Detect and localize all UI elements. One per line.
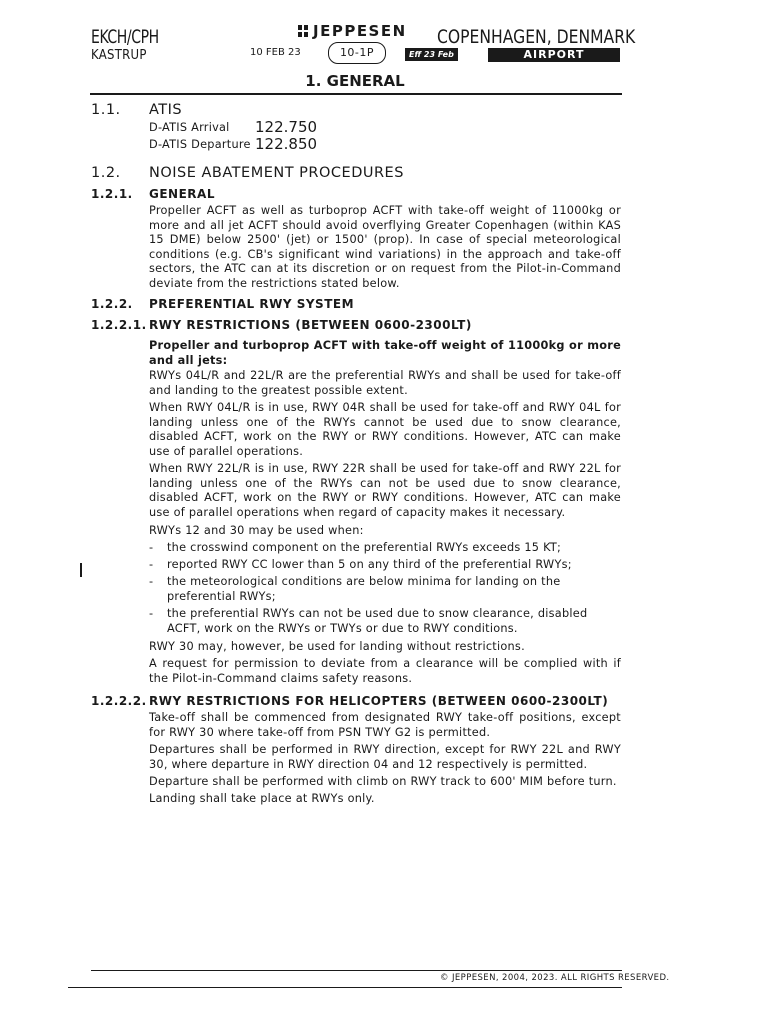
airport-name: KASTRUP bbox=[91, 48, 147, 63]
noise-title: NOISE ABATEMENT PROCEDURES bbox=[149, 165, 404, 181]
logo-text: JEPPESEN bbox=[313, 22, 407, 40]
copyright: © JEPPESEN, 2004, 2023. ALL RIGHTS RESERVED. bbox=[440, 973, 670, 983]
atis-title: ATIS bbox=[149, 102, 183, 118]
bullet-dash: - bbox=[149, 575, 154, 588]
general-number: 1.2.1. bbox=[91, 187, 133, 201]
pref-title: PREFERENTIAL RWY SYSTEM bbox=[149, 297, 355, 311]
rwy-paragraph-5: RWY 30 may, however, be used for landing without restrictions. bbox=[149, 640, 525, 653]
heli-paragraph-1: Take-off shall be commenced from designated RWY take-off positions, except for RWY 30 where take-off from PSN TWY G2 is permitted. bbox=[149, 711, 621, 739]
pref-number: 1.2.2. bbox=[91, 297, 133, 311]
list-item-text: the crosswind component on the preferential RWYs exceeds 15 KT; bbox=[167, 541, 562, 554]
footer-bottom-divider bbox=[68, 987, 622, 988]
general-text: Propeller ACFT as well as turboprop ACFT with take-off weight of 11000kg or more and all jet ACFT should avoid overflying Greater Copenhagen (within KAS 15 DME) below 2500' (jet) or 1500' (prop). In case of special meteorological conditions (e.g. CB's significant wind variations) in the approach and take-off sectors, the ATC can at its discretion or on request from the Pilot-in-Command deviate from the restrictions stated below. bbox=[149, 204, 621, 290]
list-item-text: reported RWY CC lower than 5 on any third of the preferential RWYs; bbox=[167, 558, 572, 571]
atis-departure-freq: 122.850 bbox=[255, 135, 318, 153]
airport-code: EKCH/CPH bbox=[91, 26, 159, 48]
jeppesen-mark-icon bbox=[298, 25, 308, 37]
rwy-paragraph-6: A request for permission to deviate from a clearance will be complied with if the Pilot-in-Command claims safety reasons. bbox=[149, 657, 621, 685]
general-title: GENERAL bbox=[149, 187, 215, 201]
rwy-paragraph-3: When RWY 22L/R is in use, RWY 22R shall be used for take-off and RWY 22L for landing unless one of the RWYs can not be used due to snow clearance, disabled ACFT, work on the RWY or RWY conditions. However, ATC can make use of parallel operations when regard of capacity makes it necessary. bbox=[149, 462, 621, 519]
footer-divider bbox=[91, 970, 622, 971]
heli-title: RWY RESTRICTIONS FOR HELICOPTERS (BETWEEN 0600-2300LT) bbox=[149, 694, 609, 708]
heli-paragraph-3: Departure shall be performed with climb on RWY track to 600' MIM before turn. bbox=[149, 775, 617, 788]
jeppesen-logo bbox=[298, 22, 407, 40]
page-id: 10-1P bbox=[328, 42, 386, 64]
rwy-number: 1.2.2.1. bbox=[91, 318, 147, 332]
rwy-paragraph-2: When RWY 04L/R is in use, RWY 04R shall be used for take-off and RWY 04L for landing unless one of the RWYs cannot be used due to snow clearance, disabled ACFT, work on the RWY or RWY conditions. However, ATC can make use of parallel operations. bbox=[149, 401, 621, 458]
rwy-paragraph-4: RWYs 12 and 30 may be used when: bbox=[149, 524, 364, 537]
header-divider bbox=[90, 93, 622, 95]
list-item-text: the meteorological conditions are below minima for landing on the preferential RWYs; bbox=[167, 575, 561, 603]
heli-paragraph-4: Landing shall take place at RWYs only. bbox=[149, 792, 375, 805]
rwy-title: RWY RESTRICTIONS (BETWEEN 0600-2300LT) bbox=[149, 318, 472, 332]
rwy-paragraph-1: RWYs 04L/R and 22L/R are the preferential RWYs and shall be used for take-off and landing to the greatest possible extent. bbox=[149, 369, 621, 397]
atis-arrival-freq: 122.750 bbox=[255, 118, 318, 136]
section-title: 1. GENERAL bbox=[305, 72, 405, 90]
rwy-subheading: Propeller and turboprop ACFT with take-off weight of 11000kg or more and all jets: bbox=[149, 339, 621, 367]
list-item-text: the preferential RWYs can not be used due to snow clearance, disabled ACFT, work on the RWYs or TWYs or due to RWY conditions. bbox=[167, 607, 588, 635]
bullet-dash: - bbox=[149, 541, 154, 554]
city-country: COPENHAGEN, DENMARK bbox=[437, 26, 636, 48]
heli-number: 1.2.2.2. bbox=[91, 694, 147, 708]
atis-departure-label: D-ATIS Departure bbox=[149, 138, 251, 151]
atis-arrival-label: D-ATIS Arrival bbox=[149, 121, 230, 134]
briefing-label: AIRPORT BRIEFING bbox=[488, 48, 620, 62]
bullet-dash: - bbox=[149, 607, 154, 620]
atis-number: 1.1. bbox=[91, 102, 121, 118]
noise-number: 1.2. bbox=[91, 165, 121, 181]
revision-date: 10 FEB 23 bbox=[250, 47, 301, 58]
bullet-dash: - bbox=[149, 558, 154, 571]
heli-paragraph-2: Departures shall be performed in RWY direction, except for RWY 22L and RWY 30, where departure in RWY direction 04 and 12 respectively is permitted. bbox=[149, 743, 621, 771]
effective-date: Eff 23 Feb bbox=[405, 48, 458, 61]
change-bar bbox=[80, 563, 82, 577]
